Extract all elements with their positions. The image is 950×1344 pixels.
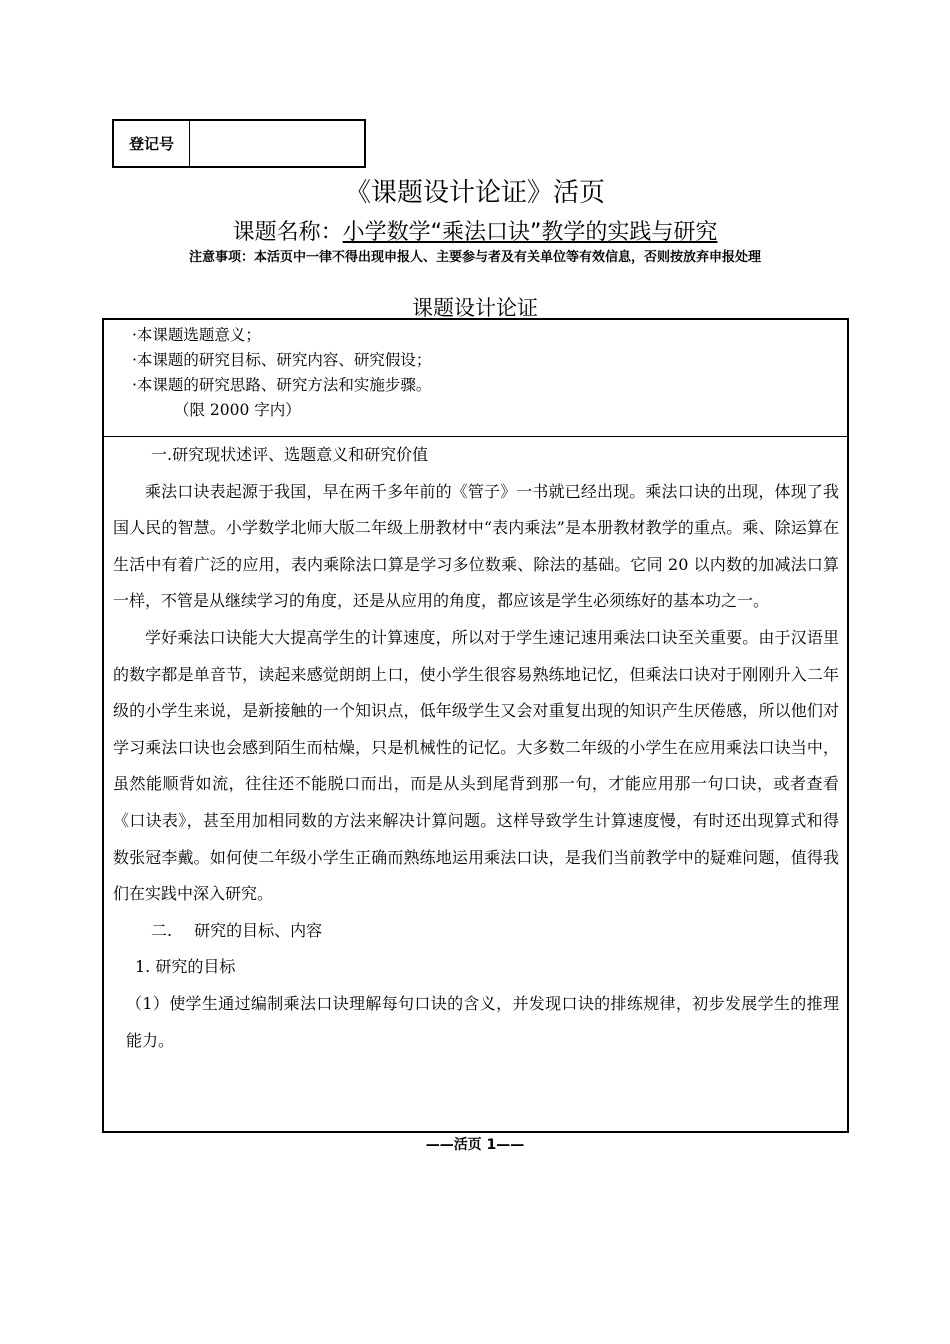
heading-2-number: 二.: [151, 920, 173, 940]
registration-value: [190, 121, 364, 166]
section-title: 课题设计论证: [412, 296, 538, 320]
paragraph: 学好乘法口诀能大大提高学生的计算速度，所以对于学生速记速用乘法口诀至关重要。由于汉语里的数字都是单音节，读起来感觉朗朗上口，使小学生很容易熟练地记忆，但乘法口诀对于刚刚升入二年级的小学生来说，是新接触的一个知识点，低年级学生又会对重复出现的知识产生厌倦感，所以他们对学习乘法口诀也会感到陌生而枯燥，只是机械性的记忆。大多数二年级的小学生在应用乘法口诀当中，虽然能顺背如流，往往还不能脱口而出，而是从头到尾背到那一句，才能应用那一句口诀，或者查看《口诀表》，甚至用加相同数的方法来解决计算问题。这样导致学生计算速度慢，有时还出现算式和得数张冠李戴。如何使二年级小学生正确而熟练地运用乘法口诀，是我们当前教学中的疑难问题，值得我们在实践中深入研究。: [113, 627, 839, 904]
list-item: （1）使学生通过编制乘法口诀理解每句口诀的含义，并发现口诀的排练规律，初步发展学生的推理能力。: [126, 993, 839, 1050]
subheading: 1. 研究的目标: [135, 957, 236, 977]
page-footer: ——活页 1——: [425, 1137, 525, 1153]
subject-line: [0, 215, 950, 246]
heading-2: [113, 913, 839, 950]
subject-name: 小学数学“乘法口诀”教学的实践与研究: [342, 220, 718, 245]
notice: 注意事项：本活页中一律不得出现申报人、主要参与者及有关单位等有效信息，否则按放弃申报处理: [188, 250, 761, 265]
heading-2-text: 研究的目标、内容: [194, 920, 323, 940]
prompt-item: ·本课题的研究思路、研究方法和实施步骤。: [132, 376, 432, 394]
word-limit: （限 2000 字内）: [174, 401, 301, 419]
prompt-item: ·本课题选题意义；: [132, 326, 261, 344]
registration-label: 登记号: [114, 121, 190, 166]
prompt-box: [104, 320, 847, 437]
registration-box: [112, 119, 366, 168]
heading-1: 一.研究现状述评、选题意义和研究价值: [151, 445, 429, 464]
page-title: 《课题设计论证》活页: [344, 178, 605, 208]
body-text: [104, 437, 847, 1059]
paragraph: 乘法口诀表起源于我国，早在两千多年前的《管子》一书就已经出现。乘法口诀的出现，体现了我国人民的智慧。小学数学北师大版二年级上册教材中“表内乘法”是本册教材教学的重点。乘、除运算在生活中有着广泛的应用，表内乘除法口算是学习多位数乘、除法的基础。它同 20 以内数的加减法口算一样，不管是从继续学习的角度，还是从应用的角度，都应该是学生必须练好的基本功之一。: [113, 481, 839, 611]
subject-prefix: 课题名称：: [232, 220, 343, 245]
content-frame: [102, 318, 849, 1133]
prompt-item: ·本课题的研究目标、研究内容、研究假设；: [132, 351, 432, 369]
